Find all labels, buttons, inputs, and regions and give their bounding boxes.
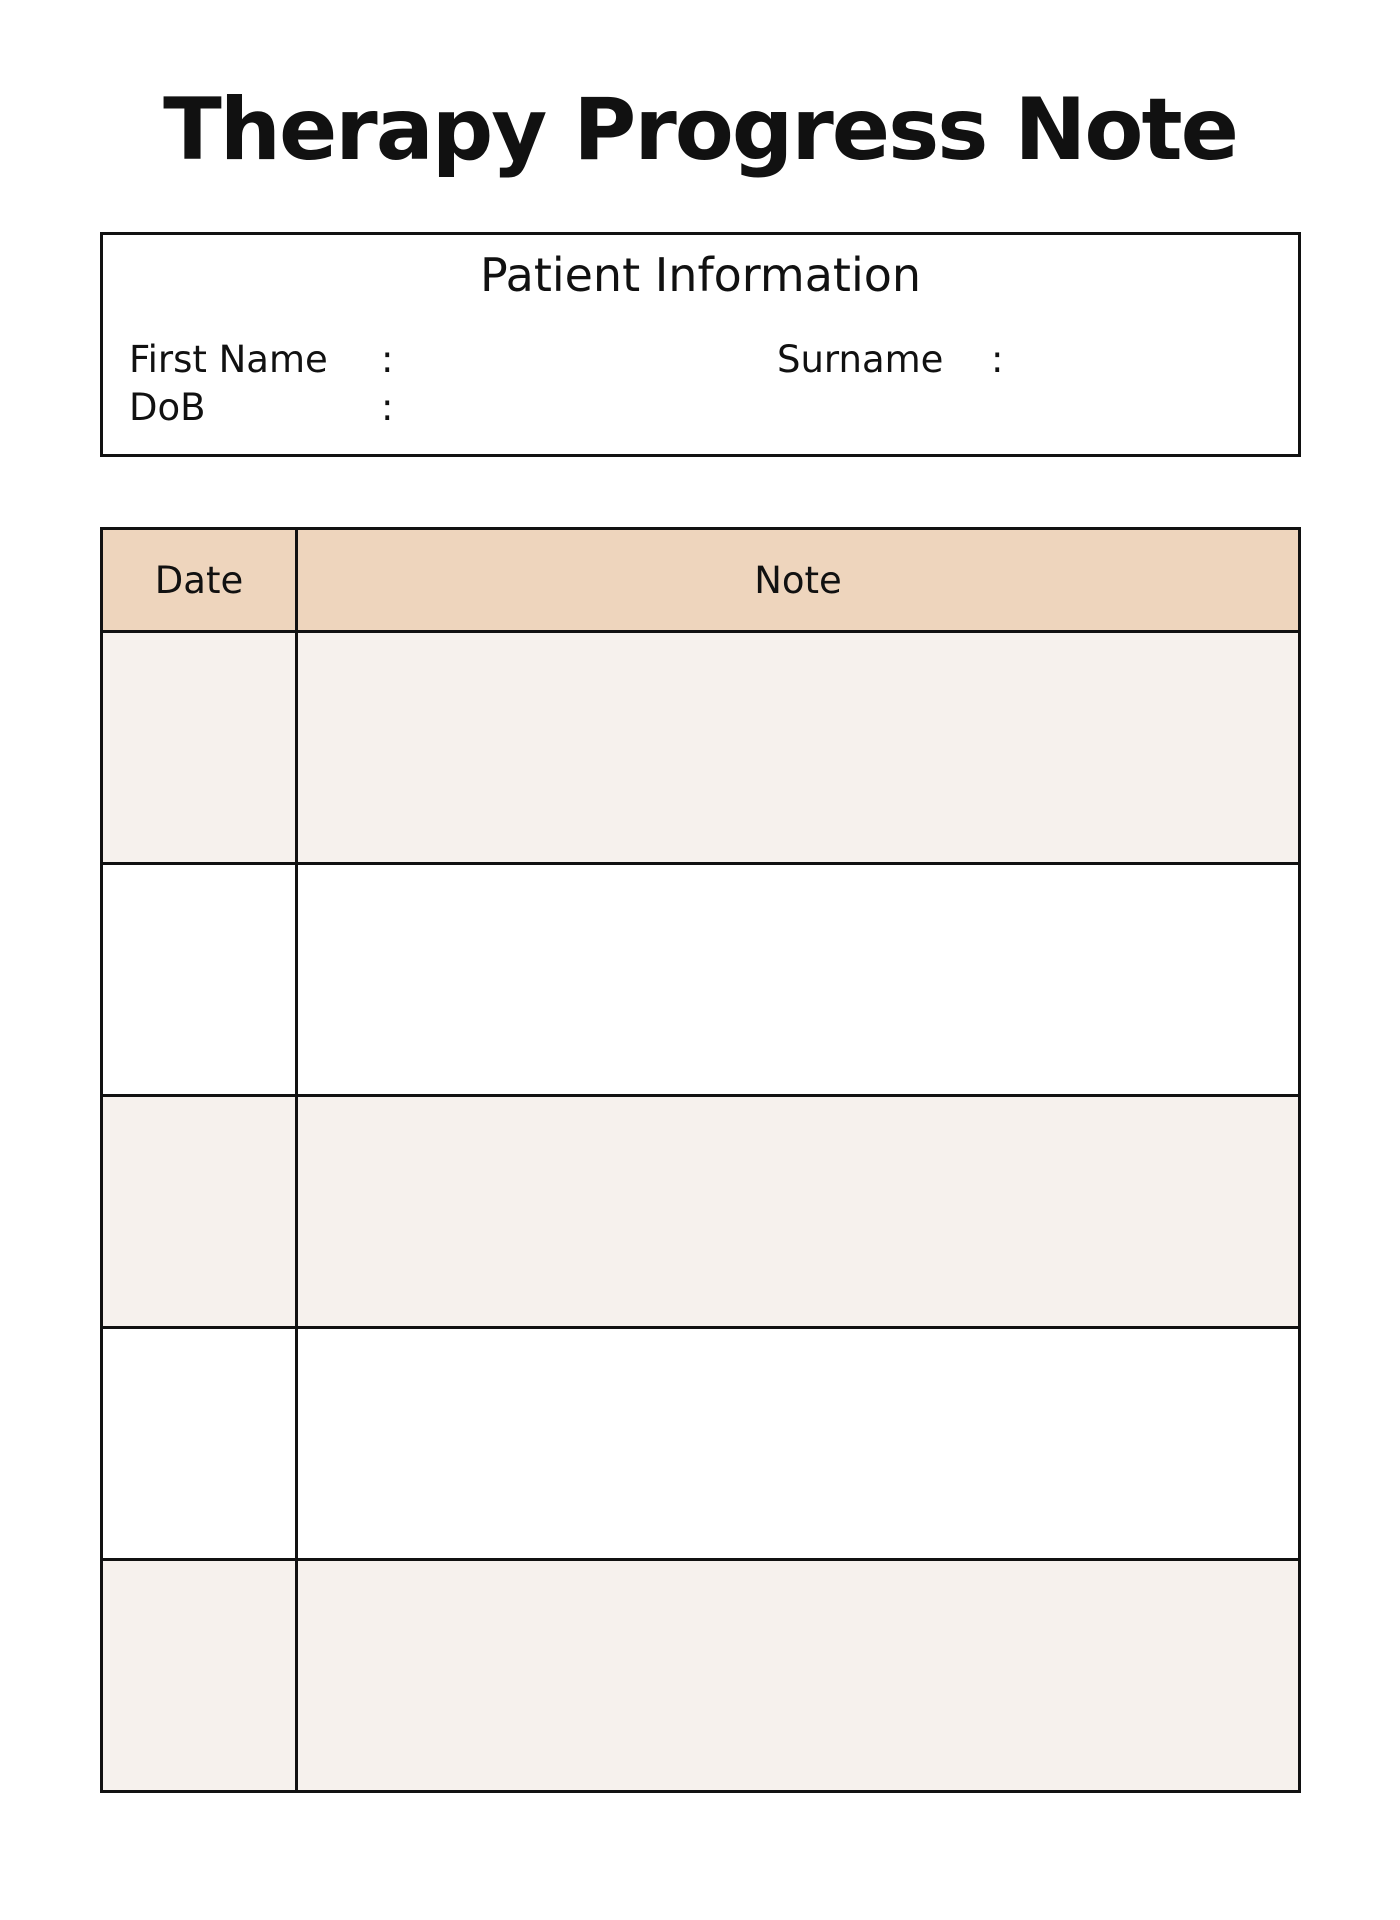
note-cell[interactable] [297,1328,1300,1560]
note-cell[interactable] [297,632,1300,864]
note-column-header: Note [297,529,1300,632]
date-cell[interactable] [102,632,297,864]
date-cell[interactable] [102,1096,297,1328]
date-column-header: Date [102,529,297,632]
table-row [102,632,1300,864]
table-row [102,864,1300,1096]
table-row [102,1096,1300,1328]
first-name-label: First Name [129,338,328,381]
note-cell[interactable] [297,1096,1300,1328]
patient-information-heading: Patient Information [479,248,922,302]
page-title: Therapy Progress Note [163,80,1237,180]
table-header-row [102,529,1300,632]
surname-separator: : [991,338,1004,381]
surname-label: Surname [777,338,944,381]
patient-information-box [100,232,1301,457]
note-cell[interactable] [297,1560,1300,1792]
note-cell[interactable] [297,864,1300,1096]
date-cell[interactable] [102,1328,297,1560]
table-row [102,1560,1300,1792]
dob-separator: : [381,386,394,429]
date-cell[interactable] [102,864,297,1096]
date-cell[interactable] [102,1560,297,1792]
dob-label: DoB [129,386,206,429]
progress-notes-table [100,527,1301,1793]
first-name-separator: : [381,338,394,381]
table-row [102,1328,1300,1560]
